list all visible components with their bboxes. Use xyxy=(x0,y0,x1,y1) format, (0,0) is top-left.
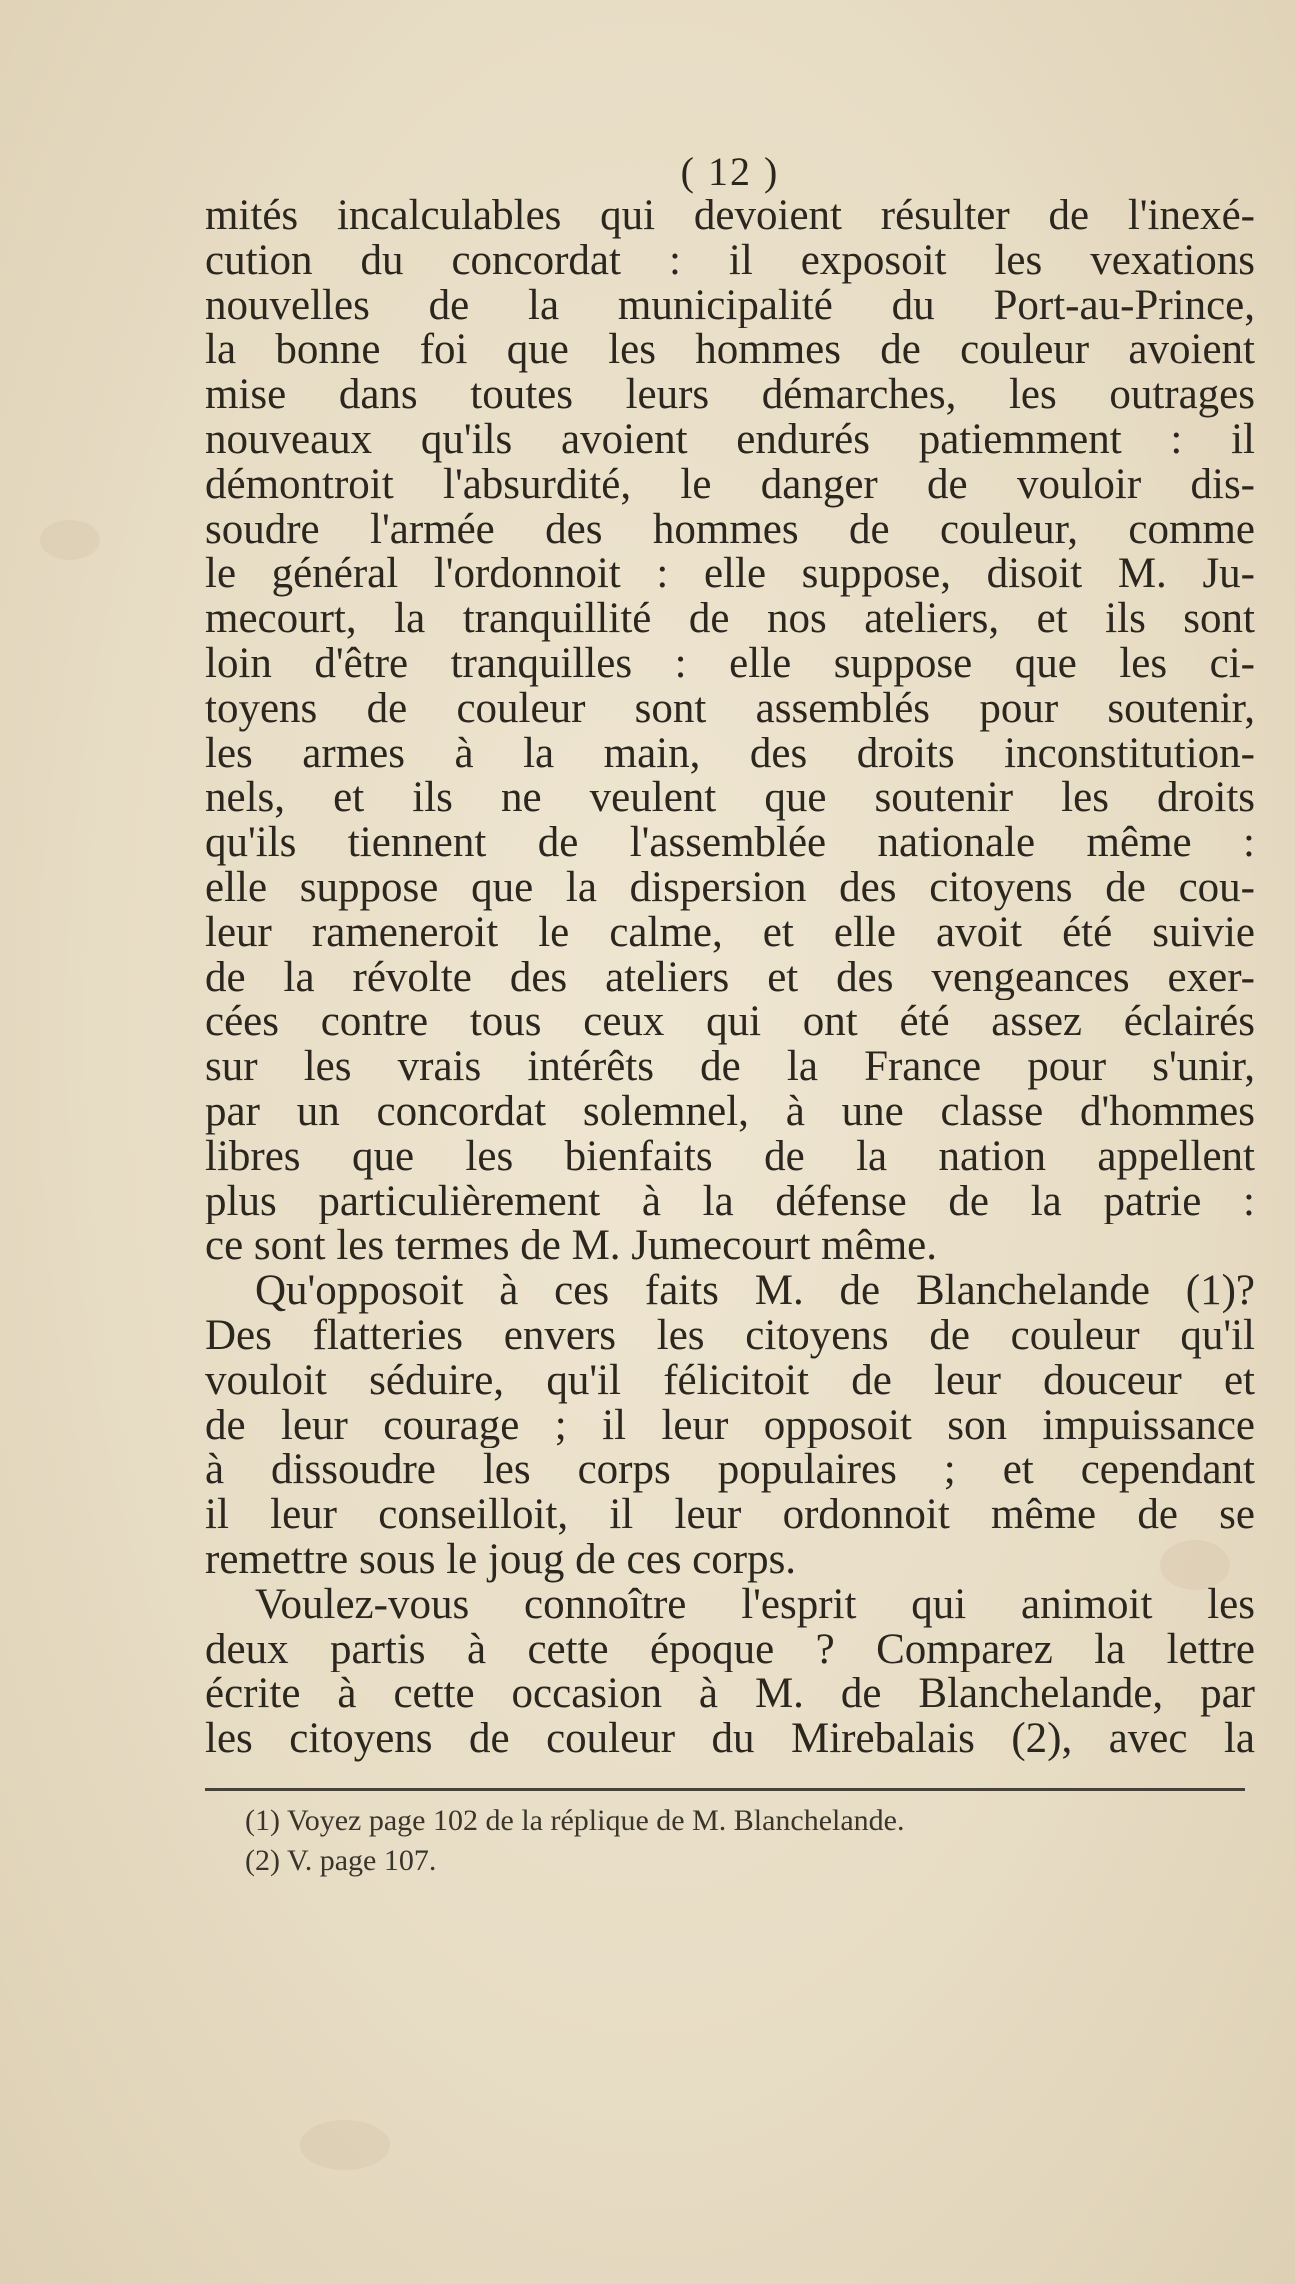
text-line: Qu'opposoit à ces faits M. de Blanchelande (1)? xyxy=(255,1269,1255,1314)
text-line: de leur courage ; il leur opposoit son impuissance xyxy=(205,1403,1255,1449)
footnote-rule xyxy=(205,1788,1245,1791)
text-line: les armes à la main, des droits inconstitution- xyxy=(205,731,1255,777)
text-line: loin d'être tranquilles : elle suppose que les ci- xyxy=(205,641,1255,687)
footnote: (2) V. page 107. xyxy=(245,1843,437,1877)
text-line: à dissoudre les corps populaires ; et cependant xyxy=(205,1448,1255,1494)
body-text xyxy=(205,194,1255,1762)
text-line: toyens de couleur sont assemblés pour soutenir, xyxy=(205,686,1255,732)
text-line: libres que les bienfaits de la nation appellent xyxy=(205,1134,1255,1180)
text-line: les citoyens de couleur du Mirebalais (2), avec la xyxy=(205,1717,1255,1762)
text-line: Voulez-vous connoître l'esprit qui animoit les xyxy=(255,1582,1255,1628)
footnote: (1) Voyez page 102 de la réplique de M. Blanchelande. xyxy=(245,1803,905,1837)
page-content xyxy=(205,150,1255,1881)
text-line: Des flatteries envers les citoyens de couleur qu'il xyxy=(205,1313,1255,1359)
text-line: par un concordat solemnel, à une classe d'hommes xyxy=(205,1089,1255,1135)
text-line: mecourt, la tranquillité de nos ateliers, et ils sont xyxy=(205,597,1255,642)
text-line: mise dans toutes leurs démarches, les outrages xyxy=(205,373,1255,418)
text-line: vouloit séduire, qu'il félicitoit de leur douceur et xyxy=(205,1358,1255,1404)
text-line: écrite à cette occasion à M. de Blanchelande, par xyxy=(205,1672,1255,1718)
text-line: qu'ils tiennent de l'assemblée nationale même : xyxy=(205,821,1255,866)
text-line: leur rameneroit le calme, et elle avoit été suivie xyxy=(205,910,1255,956)
text-line: il leur conseilloit, il leur ordonnoit même de se xyxy=(205,1493,1255,1538)
text-line: mités incalculables qui devoient résulter de l'inexé- xyxy=(205,194,1255,239)
text-line: la bonne foi que les hommes de couleur avoient xyxy=(205,328,1255,374)
text-line: ce sont les termes de M. Jumecourt même. xyxy=(205,1224,937,1270)
text-line: cution du concordat : il exposoit les vexations xyxy=(205,238,1255,284)
page-number: ( 12 ) xyxy=(680,149,780,194)
text-line: elle suppose que la dispersion des citoyens de cou- xyxy=(205,865,1255,911)
paper-stain xyxy=(40,520,100,560)
text-line: démontroit l'absurdité, le danger de vouloir dis- xyxy=(205,462,1255,508)
text-line: le général l'ordonnoit : elle suppose, disoit M. Ju- xyxy=(205,552,1255,598)
footnotes xyxy=(205,1801,1255,1881)
paper-stain xyxy=(300,2120,390,2170)
text-line: sur les vrais intérêts de la France pour s'unir, xyxy=(205,1045,1255,1090)
text-line: nouveaux qu'ils avoient endurés patiemment : il xyxy=(205,417,1255,463)
text-line: soudre l'armée des hommes de couleur, comme xyxy=(205,507,1255,553)
text-line: nels, et ils ne veulent que soutenir les droits xyxy=(205,776,1255,822)
text-line: de la révolte des ateliers et des vengeances exer- xyxy=(205,955,1255,1001)
text-line: deux partis à cette époque ? Comparez la lettre xyxy=(205,1627,1255,1673)
text-line: cées contre tous ceux qui ont été assez éclairés xyxy=(205,1000,1255,1046)
text-line: plus particulièrement à la défense de la patrie : xyxy=(205,1179,1255,1225)
text-line: remettre sous le joug de ces corps. xyxy=(205,1537,797,1583)
text-line: nouvelles de la municipalité du Port-au-Prince, xyxy=(205,283,1255,329)
